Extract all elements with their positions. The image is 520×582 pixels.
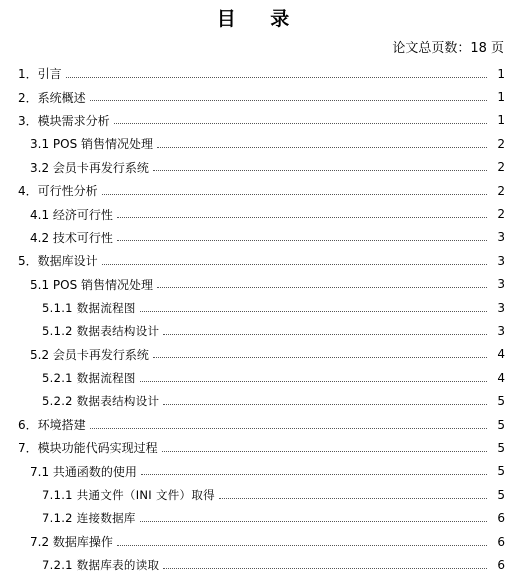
- toc-entry-page: 5: [497, 417, 505, 432]
- toc-leader-dots: [140, 380, 487, 382]
- toc-leader-dots: [162, 450, 487, 452]
- toc-leader-dots: [102, 263, 487, 265]
- toc-leader-dots: [66, 76, 487, 78]
- toc-entry-label: 3.2 会员卡再发行系统: [30, 160, 149, 175]
- toc-entry[interactable]: [0, 413, 520, 436]
- toc-entry-page: 6: [497, 511, 505, 526]
- total-pages-note: 论文总页数：18 页: [392, 41, 504, 56]
- toc-entry[interactable]: [0, 319, 520, 342]
- toc-entry-label: 5.2 会员卡再发行系统: [30, 347, 149, 362]
- toc-entry-page: 5: [497, 440, 505, 455]
- toc-entry[interactable]: [0, 62, 520, 85]
- toc-entry[interactable]: [0, 273, 520, 296]
- toc-entry[interactable]: [0, 85, 520, 108]
- toc-entry-label: 5.1.1 数据流程图: [42, 300, 136, 315]
- toc-entry-page: 3: [497, 253, 505, 268]
- toc-leader-dots: [90, 427, 487, 429]
- toc-leader-dots: [114, 122, 487, 124]
- toc-leader-dots: [141, 473, 487, 475]
- toc-entry-label: 5.2.1 数据流程图: [42, 370, 136, 385]
- toc-entry[interactable]: [0, 506, 520, 529]
- toc-leader-dots: [140, 520, 487, 522]
- toc-entry-label: 5.1 POS 销售情况处理: [30, 277, 154, 292]
- toc-entry[interactable]: [0, 460, 520, 483]
- toc-entry-page: 6: [497, 557, 505, 572]
- toc-entry-label: 2．系统概述: [18, 90, 86, 105]
- toc-leader-dots: [157, 286, 487, 288]
- toc-entry-page: 2: [497, 207, 505, 222]
- toc-entry[interactable]: [0, 389, 520, 412]
- toc-entry-label: 5.2.2 数据表结构设计: [42, 394, 160, 409]
- toc-entry-page: 2: [497, 183, 505, 198]
- toc-entry[interactable]: [0, 436, 520, 459]
- toc-entry-label: 7.1.1 共通文件（INI 文件）取得: [42, 487, 215, 502]
- toc-entry-label: 7.2.1 数据库表的读取: [42, 557, 160, 572]
- toc-leader-dots: [219, 497, 487, 499]
- table-of-contents: [0, 62, 520, 577]
- toc-leader-dots: [117, 239, 487, 241]
- toc-entry-page: 5: [497, 394, 505, 409]
- toc-leader-dots: [117, 216, 487, 218]
- toc-leader-dots: [163, 567, 487, 569]
- toc-entry-page: 2: [497, 136, 505, 151]
- toc-entry-label: 6．环境搭建: [18, 418, 86, 433]
- toc-leader-dots: [153, 169, 487, 171]
- toc-entry-label: 4.1 经济可行性: [30, 207, 113, 222]
- toc-entry-page: 5: [497, 464, 505, 479]
- toc-entry-page: 1: [497, 113, 505, 128]
- toc-entry[interactable]: [0, 202, 520, 225]
- toc-leader-dots: [117, 544, 487, 546]
- toc-entry-label: 3．模块需求分析: [18, 113, 110, 128]
- toc-entry-page: 3: [497, 277, 505, 292]
- toc-entry[interactable]: [0, 226, 520, 249]
- toc-leader-dots: [102, 193, 487, 195]
- toc-entry-label: 7.2 数据库操作: [30, 535, 113, 549]
- toc-entry-page: 3: [497, 230, 505, 245]
- toc-entry-page: 1: [497, 66, 505, 81]
- toc-entry-label: 5.1.2 数据表结构设计: [42, 323, 160, 338]
- toc-entry-label: 4.2 技术可行性: [30, 230, 113, 245]
- toc-entry[interactable]: [0, 553, 520, 576]
- toc-leader-dots: [163, 403, 487, 405]
- toc-entry-label: 5．数据库设计: [18, 254, 98, 269]
- toc-title: 目 录: [216, 8, 304, 30]
- toc-entry[interactable]: [0, 132, 520, 155]
- toc-entry[interactable]: [0, 156, 520, 179]
- toc-leader-dots: [163, 333, 487, 335]
- toc-entry[interactable]: [0, 483, 520, 506]
- toc-entry-label: 1．引言: [18, 67, 62, 82]
- toc-entry-page: 5: [497, 487, 505, 502]
- toc-entry-label: 3.1 POS 销售情况处理: [30, 137, 154, 152]
- toc-leader-dots: [153, 356, 487, 358]
- toc-entry-page: 4: [497, 347, 505, 362]
- toc-entry-label: 7.1.2 连接数据库: [42, 511, 136, 526]
- toc-entry-label: 7．模块功能代码实现过程: [18, 441, 158, 456]
- toc-leader-dots: [157, 146, 487, 148]
- toc-entry[interactable]: [0, 296, 520, 319]
- toc-entry[interactable]: [0, 530, 520, 553]
- toc-entry-page: 3: [497, 300, 505, 315]
- toc-entry-page: 3: [497, 323, 505, 338]
- toc-entry[interactable]: [0, 343, 520, 366]
- toc-entry-page: 1: [497, 90, 505, 105]
- toc-leader-dots: [140, 310, 487, 312]
- toc-entry-page: 6: [497, 534, 505, 549]
- toc-entry-page: 2: [497, 160, 505, 175]
- toc-entry[interactable]: [0, 109, 520, 132]
- toc-entry-page: 4: [497, 370, 505, 385]
- toc-entry[interactable]: [0, 366, 520, 389]
- toc-entry[interactable]: [0, 249, 520, 272]
- toc-entry-label: 7.1 共通函数的使用: [30, 464, 137, 479]
- toc-entry-label: 4．可行性分析: [18, 184, 98, 199]
- toc-entry[interactable]: [0, 179, 520, 202]
- toc-leader-dots: [90, 99, 487, 101]
